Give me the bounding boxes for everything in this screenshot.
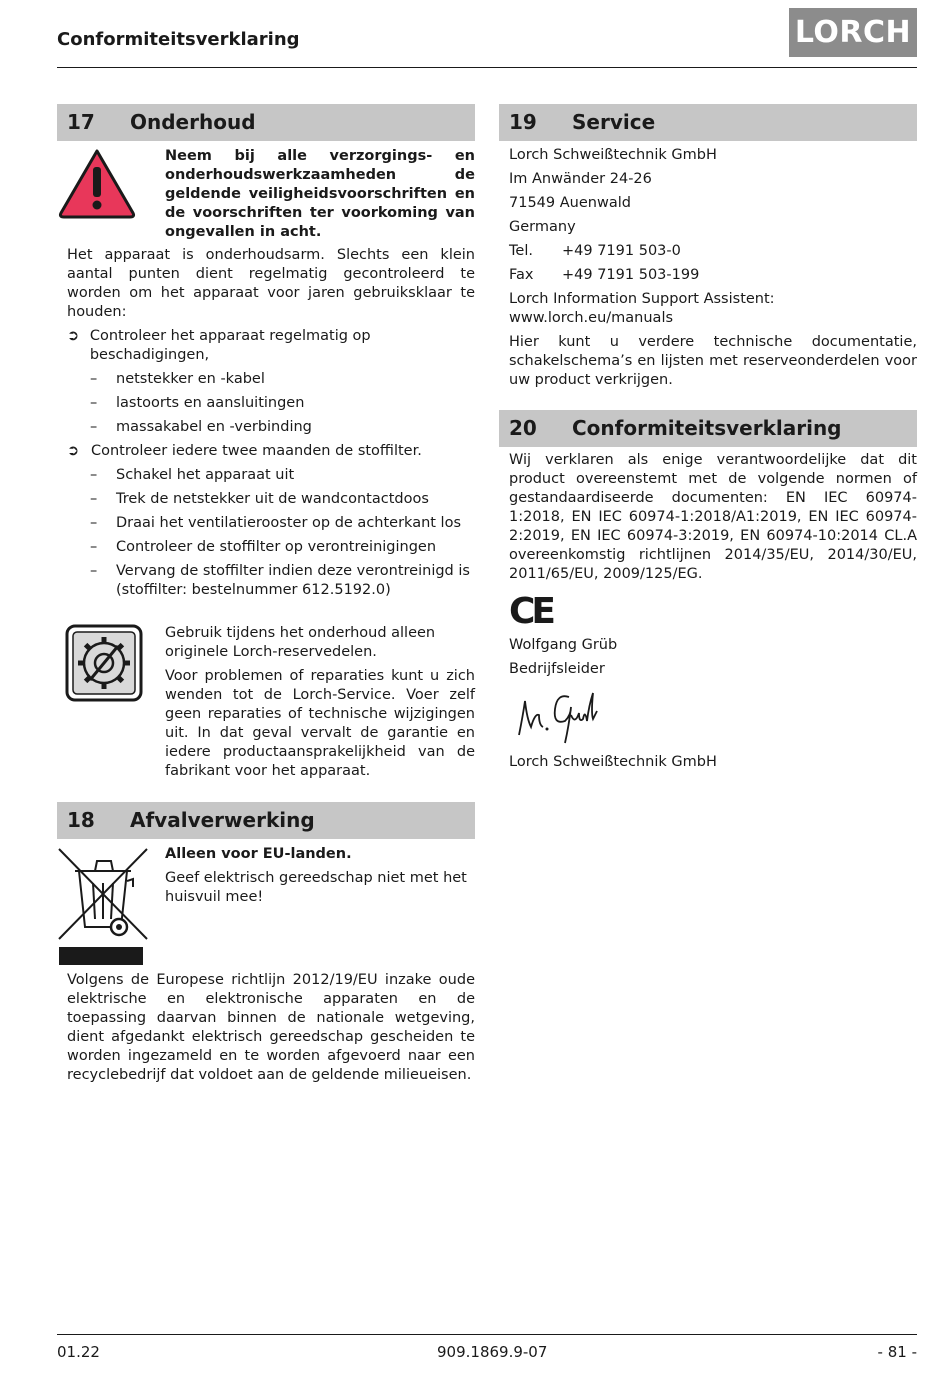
arrow-icon: ➲ [67,443,80,459]
left-column [57,104,475,1090]
section-20-header [499,410,917,447]
section-number: 18 [67,808,95,832]
list-item: – Controleer de stoffilter op verontreinigingen [90,539,437,555]
section-17-header [57,104,475,141]
page-number: - 81 - [877,1343,917,1361]
section-title: Afvalverwerking [130,808,315,832]
maintenance-intro: Het apparaat is onderhoudsarm. Slechts een klein aantal punten dient regelmatig gecontroleerd te worden om het apparaat voor jaren gebruiksklaar te houden: [67,247,475,320]
list-item: ➲ Controleer iedere twee maanden de stoffilter. [67,443,422,459]
manuals-link[interactable]: www.lorch.eu/manuals [509,310,674,326]
spare-parts-text: Gebruik tijdens het onderhoud alleen originele Lorch-reservedelen. [165,625,436,660]
disposal-text: Volgens de Europese richtlijn 2012/19/EU inzake oude elektrische en elektronische apparaten en de toepassing daarvan binnen de nationale wetgeving, dient afgedankt elektrisch gereedschap gescheiden te worden ingezameld en te worden afgevoerd naar een recyclebedrijf dat voldoet aan de geldende milieueisen. [67,972,475,1083]
phone-row: Tel. +49 7191 503-0 [509,243,681,259]
warning-triangle-icon [57,147,165,242]
footer-divider [57,1334,917,1335]
section-number: 19 [509,110,537,134]
weee-bar-icon [59,947,143,965]
list-item: – Draai het ventilatierooster op de achterkant los [90,515,462,531]
signer-name: Wolfgang Grüb [509,637,618,653]
signature-icon [513,685,917,753]
address-line: Im Anwänder 24-26 [509,171,652,187]
list-item: ➲ Controleer het apparaat regelmatig op beschadigingen, [67,328,371,363]
section-number: 20 [509,416,537,440]
footer-date: 01.22 [57,1343,100,1361]
footer-doc-number: 909.1869.9-07 [437,1343,548,1361]
signer-company: Lorch Schweißtechnik GmbH [509,754,717,770]
spare-parts-gear-icon [57,624,165,781]
address-line: Germany [509,219,576,235]
section-title: Onderhoud [130,110,256,134]
section-title: Service [572,110,656,134]
signer-role: Bedrijfsleider [509,661,605,677]
maintenance-warning: Neem bij alle verzorgings- en onderhoudswerkzaamheden de geldende veiligheidsvoorschriften en de voorschriften ter voorkoming van ongevallen in acht. [165,148,475,240]
list-item: – Vervang de stoffilter indien deze verontreinigd is (stoffilter: bestelnummer 612.5192.0) [90,563,470,598]
list-item: – massakabel en -verbinding [90,419,312,435]
disposal-warning: Geef elektrisch gereedschap niet met het huisvuil mee! [165,870,467,905]
eu-only-label: Alleen voor EU-landen. [165,846,352,862]
docs-text: Hier kunt u verdere technische documentatie, schakelschema’s en lijsten met reserveonderdelen voor uw product verkrijgen. [509,334,917,388]
list-item: – Schakel het apparaat uit [90,467,295,483]
list-item: – lastoorts en aansluitingen [90,395,305,411]
service-repair-text: Voor problemen of reparaties kunt u zich wenden tot de Lorch-Service. Voer zelf geen reparaties of technische wijzigingen uit. In dat geval vervalt de garantie en iedere productaansprakelijkheid van de fabrikant voor het apparaat. [165,668,475,779]
lorch-logo: LORCH [789,8,917,57]
address-line: 71549 Auenwald [509,195,631,211]
page-title: Conformiteitsverklaring [57,29,300,50]
list-item: – Trek de netstekker uit de wandcontactdoos [90,491,429,507]
header-divider [57,67,917,68]
right-column [499,104,917,777]
section-title: Conformiteitsverklaring [572,416,842,440]
section-18-header [57,802,475,839]
section-number: 17 [67,110,95,134]
fax-row: Fax +49 7191 503-199 [509,267,700,283]
address-line: Lorch Schweißtechnik GmbH [509,147,717,163]
list-item: – netstekker en -kabel [90,371,265,387]
arrow-icon: ➲ [67,328,80,344]
section-19-header [499,104,917,141]
ce-mark: CE [509,591,553,632]
crossed-bin-icon [57,843,165,947]
support-label: Lorch Information Support Assistent: [509,291,775,307]
conformity-text: Wij verklaren als enige verantwoordelijke dat dit product overeenstemt met de volgende normen of gestandaardiseerde documenten: EN IEC 60974-1:2018, EN IEC 60974-1:2018/A1:2019, EN IEC 60974-2:2019, EN IEC 60974-3:2019, EN 60974-10:2014 CL.A overeenkomstig richtlijnen 2014/35/EU, 2014/30/EU, 2011/65/EU, 2009/125/EG. [509,452,917,582]
